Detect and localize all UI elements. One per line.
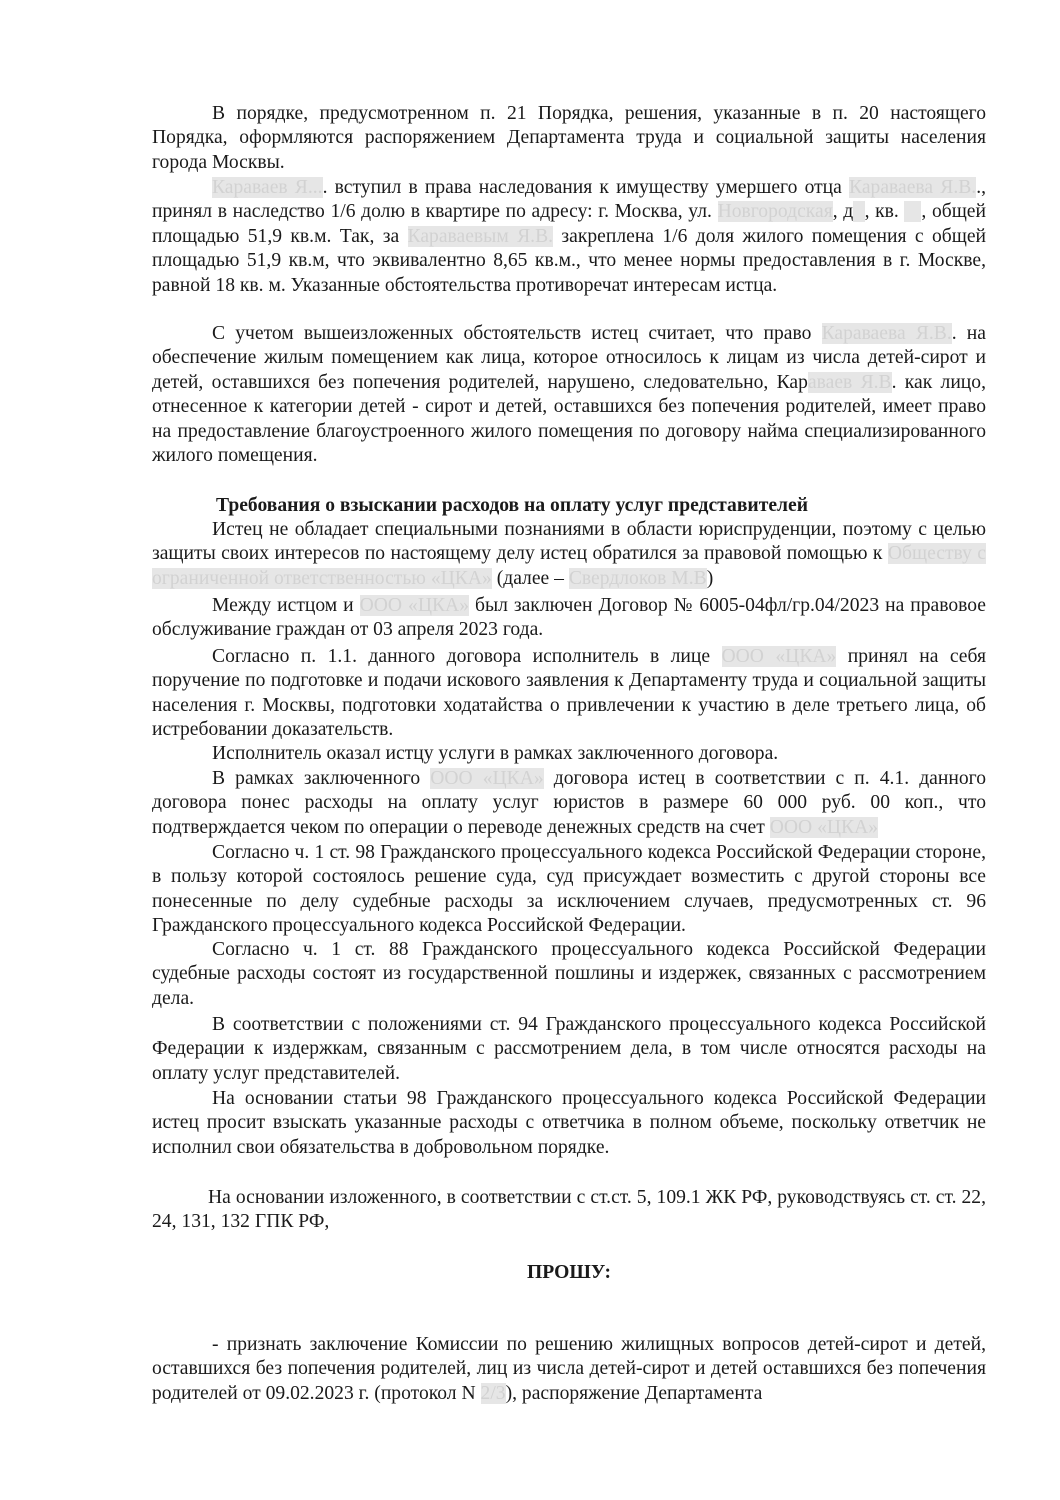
paragraph-contract xyxy=(152,594,986,643)
text: В рамках заключенного xyxy=(212,768,431,789)
redacted-house-number xyxy=(853,201,864,222)
section-heading-expenses: Требования о взыскании расходов на оплату услуг представителей xyxy=(216,495,808,516)
redacted-name: Караваева Я.В. xyxy=(849,177,977,198)
text: В соответствии с положениями ст. 94 Гражданского процессуального кодекса Российской Федерации к издержкам, связанным с рассмотрением дела, в том числе относятся расходы на оплату услуг представителей. xyxy=(152,1014,986,1084)
paragraph-services-rendered xyxy=(152,742,986,766)
paragraph-legal-basis xyxy=(152,1186,986,1235)
paragraph-legal-help xyxy=(152,518,986,591)
text: Исполнитель оказал истцу услуги в рамках заключенного договора. xyxy=(212,743,779,764)
paragraph-contract-clause xyxy=(152,645,986,743)
text: (далее – xyxy=(491,567,569,589)
redacted-street: Новгородская xyxy=(717,201,833,223)
text: , общей площадью 51,9 кв.м. Так, за xyxy=(152,201,986,247)
paragraph-article-88 xyxy=(152,938,986,1011)
section-heading-request: ПРОШУ: xyxy=(526,1262,611,1283)
text: На основании статьи 98 Гражданского процессуального кодекса Российской Федерации истец просит взыскать указанные расходы с ответчика в полном объеме, поскольку ответчик не исполнил свои обязательства в добровольном порядке. xyxy=(152,1088,986,1158)
paragraph-article-94 xyxy=(152,1013,986,1086)
text: ), распоряжение Департамента xyxy=(505,1382,763,1404)
paragraph-procedure xyxy=(152,102,986,175)
text: Истец не обладает специальными познаниями в области юриспруденции, поэтому с целью защиты своих интересов по настоящему делу истец обратился за правовой помощью к xyxy=(152,519,986,565)
redacted-name: аваев Я.В xyxy=(807,371,892,393)
paragraph-inheritance xyxy=(152,176,986,298)
redacted-organization: ООО «ЦКА» xyxy=(721,646,837,667)
redacted-organization: ООО «ЦКА» xyxy=(430,768,544,789)
paragraph-expenses-paid xyxy=(152,767,986,840)
paragraph-request-item xyxy=(152,1333,986,1406)
text: принял на себя поручение по подготовке и подачи искового заявления к Департаменту труда и социальной защиты населения г. Москвы, подготовки ходатайства о привлечении к участию в деле третьего лица, об истребовании доказательств. xyxy=(152,646,986,741)
text: Согласно ч. 1 ст. 98 Гражданского процессуального кодекса Российской Федерации стороне, в пользу которой состоялось решение суда, суд присуждает возместить с другой стороны все понесенные по делу судебные расходы за исключением случаев, предусмотренных ст. 96 Гражданского процессуального кодекса Российской Федерации. xyxy=(152,842,986,937)
text: был заключен Договор № 6005-04фл/гр.04/2023 на правовое обслуживание граждан от 03 апреля 2023 года. xyxy=(152,595,986,641)
redacted-apartment-number xyxy=(904,201,921,222)
redacted-organization: Обществу с ограниченной ответственностью «ЦКА» xyxy=(152,543,986,589)
text: , кв. xyxy=(864,201,905,223)
text: . на обеспечение жилым помещением как лица, которое относилось к лицам из числа детей-сирот и детей, оставшихся без попечения родителей, нарушено, следовательно, Кар xyxy=(152,323,986,393)
text: - признать заключение Комиссии по решению жилищных вопросов детей-сирот и детей, оставшихся без попечения родителей, лиц из числа детей-сирот и детей оставшихся без попечения родителей от 09.02.2023 г. (протокол N xyxy=(152,1334,986,1404)
redacted-name: Свердлоков М.В xyxy=(568,567,707,589)
text: На основании изложенного, в соответствии с ст.ст. 5, 109.1 ЖК РФ, руководствуясь ст. ст. 22, 24, 131, 132 ГПК РФ, xyxy=(152,1187,986,1233)
redacted-name: Караваев Я... xyxy=(212,177,323,198)
text: Согласно ч. 1 ст. 88 Гражданского процессуального кодекса Российской Федерации судебные расходы состоят из государственной пошлины и издержек, связанных с рассмотрением дела. xyxy=(152,939,986,1009)
paragraph-article-98 xyxy=(152,841,986,939)
redacted-organization: ООО «ЦКА» xyxy=(769,816,879,838)
redacted-protocol-number: 2/3 xyxy=(480,1382,506,1404)
text: закреплена 1/6 доля жилого помещения с общей площадью 51,9 кв.м, что эквивалентно 8,65 кв.м., что менее нормы предоставления в г. Москве, равной 18 кв. м. Указанные обстоятельства противоречат интересам истца. xyxy=(152,225,987,296)
text: , д xyxy=(832,201,854,223)
redacted-organization: ООО «ЦКА» xyxy=(359,595,470,616)
text: С учетом вышеизложенных обстоятельств истец считает, что право xyxy=(212,323,822,344)
paragraph-rights-violation xyxy=(152,322,986,468)
text: договора истец в соответствии с п. 4.1. данного договора понес расходы на оплату услуг юристов в размере 60 000 руб. 00 коп., что подтверждается чеком по операции о переводе денежных средств на счет xyxy=(152,768,986,838)
redacted-name: Караваева Я.В. xyxy=(821,323,952,344)
redacted-name: Караваевым Я.В. xyxy=(407,225,554,247)
text: . вступил в права наследования к имуществу умершего отца xyxy=(322,177,850,198)
text: Согласно п. 1.1. данного договора исполнитель в лице xyxy=(212,646,722,667)
paragraph-claim-expenses xyxy=(152,1087,986,1160)
text: ) xyxy=(706,567,714,589)
text: Между истцом и xyxy=(212,595,360,616)
text: ., принял в наследство 1/6 долю в квартире по адресу: г. Москва, ул. xyxy=(152,177,986,223)
text: В порядке, предусмотренном п. 21 Порядка, решения, указанные в п. 20 настоящего Порядка, оформляются распоряжением Департамента труда и социальной защиты населения города Москвы. xyxy=(152,103,986,173)
text: . как лицо, отнесенное к категории детей - сирот и детей, оставшихся без попечения родителей, имеет право на предоставление благоустроенного жилого помещения по договору найма специализированного жилого помещения. xyxy=(152,371,986,467)
